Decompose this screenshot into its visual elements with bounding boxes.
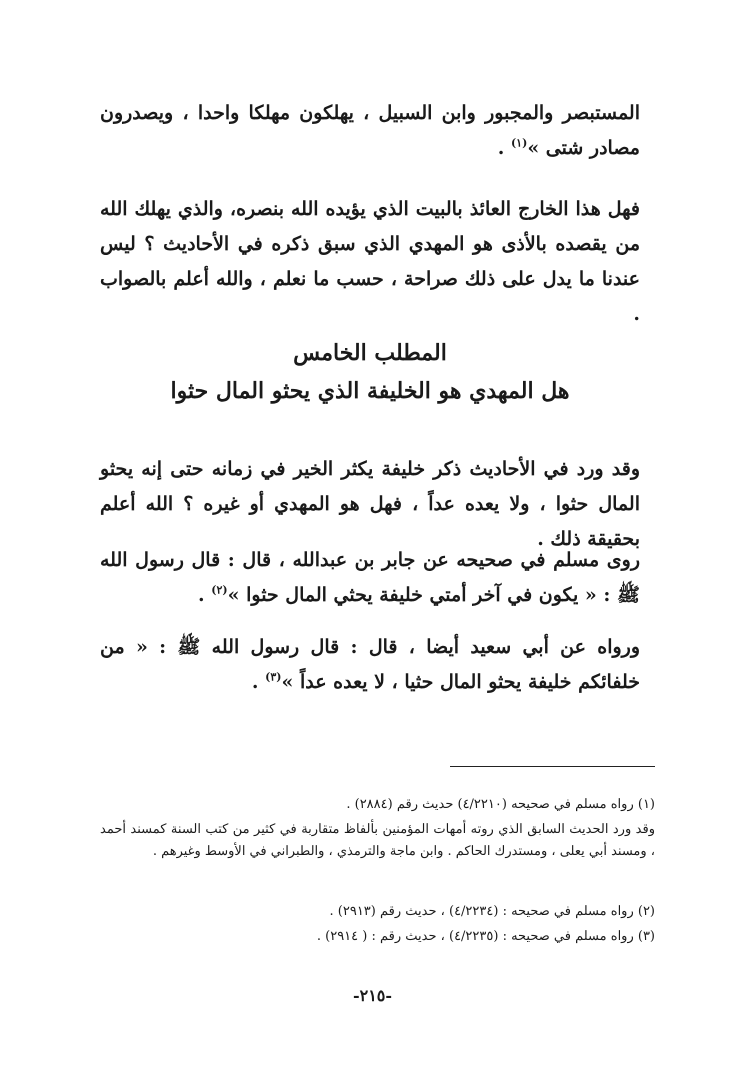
paragraph-jabir-narration: روى مسلم في صحيحه عن جابر بن عبدالله ، قال : قال رسول الله ﷺ : « يكون في آخر أمتي خليفة يحثي المال حثوا »$^{(٢)}$ . <box>100 549 640 606</box>
footnote-2: (٢) رواه مسلم في صحيحه : (٤/٢٢٣٤) ، حديث رقم (٢٩١٣) . <box>329 904 655 919</box>
footnote-3: (٣) رواه مسلم في صحيحه : (٤/٢٢٣٥) ، حديث رقم : ( ٢٩١٤) . <box>316 929 655 944</box>
page-number: -٢١٥- <box>352 986 393 1005</box>
footnote-1: (١) رواه مسلم في صحيحه (٤/٢٢١٠) حديث رقم (٢٨٨٤) . <box>346 797 655 812</box>
section-subtitle: هل المهدي هو الخليفة الذي يحثو المال حثوا <box>170 378 570 404</box>
paragraph-hadith-ending: المستبصر والمجبور وابن السبيل ، يهلكون مهلكا واحدا ، ويصدرون مصادر شتى »$^{(١)}$ . <box>100 102 640 159</box>
section-title: المطلب الخامس <box>293 340 447 366</box>
paragraph-caliph-intro: وقد ورد في الأحاديث ذكر خليفة يكثر الخير في زمانه حتى إنه يحثو المال حثوا ، ولا يعده عداً ، فهل هو المهدي أو غيره ؟ الله أعلم بحقيقة ذلك . <box>100 458 640 550</box>
footnote-1-continuation: وقد ورد الحديث السابق الذي روته أمهات المؤمنين بألفاظ متقاربة في كثير من كتب السنة كمسند أحمد ، ومسند أبي يعلى ، ومستدرك الحاكم . وابن ماجة والترمذي ، والطبراني في الأوسط وغيرهم . <box>100 822 655 859</box>
footnote-ref-1: (١) <box>510 136 528 150</box>
footnote-divider <box>450 766 655 767</box>
footnote-ref-3: (٣) <box>265 670 282 684</box>
footnote-ref-2: (٢) <box>211 583 228 597</box>
paragraph-question-protector: فهل هذا الخارج العائذ بالبيت الذي يؤيده الله بنصره، والذي يهلك الله من يقصده بالأذى هو المهدي الذي سبق ذكره في الأحاديث ؟ ليس عندنا ما يدل على ذلك صراحة ، حسب ما نعلم ، والله أعلم بالصواب . <box>100 198 640 325</box>
paragraph-abu-said-narration: ورواه عن أبي سعيد أيضا ، قال : قال رسول الله ﷺ : « من خلفائكم خليفة يحثو المال حثيا ، لا يعده عداً »$^{(٣)}$ . <box>100 636 640 693</box>
